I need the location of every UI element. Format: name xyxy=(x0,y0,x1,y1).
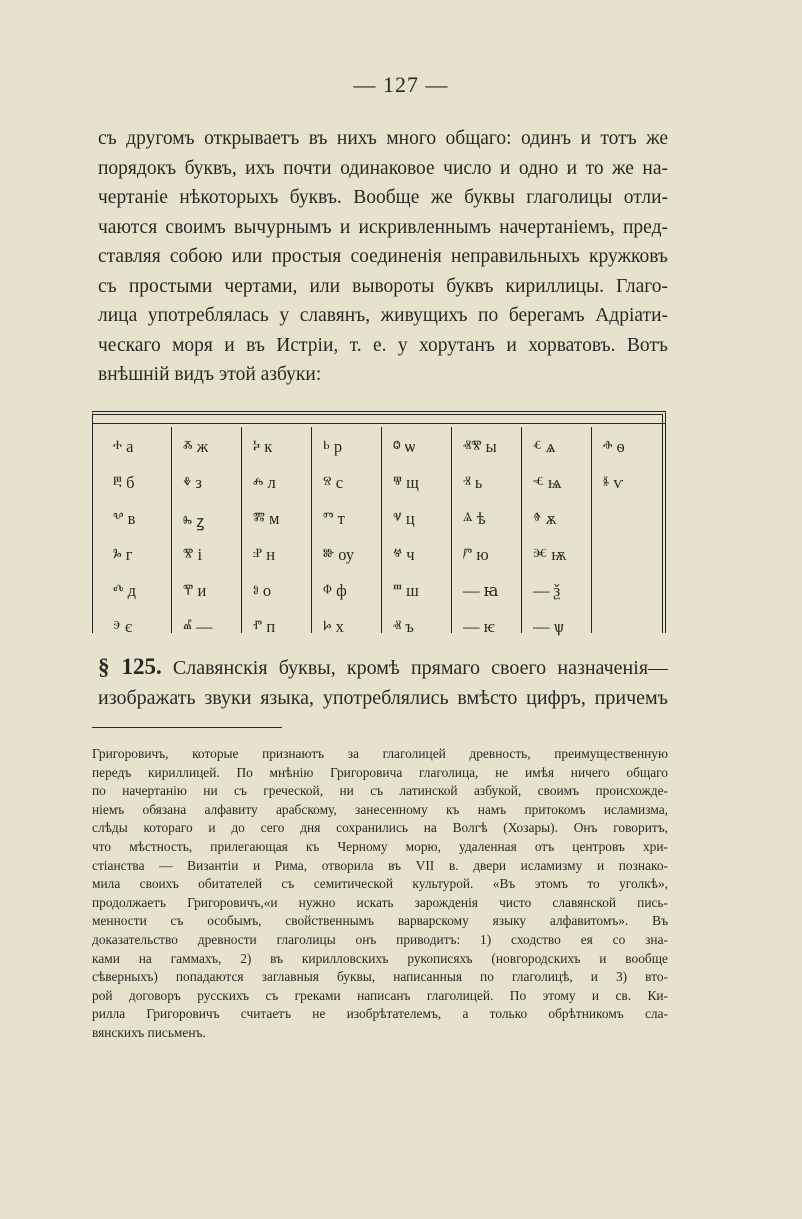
body-line: съ другомъ открываетъ въ нихъ много общаго: одинъ и тотъ же xyxy=(98,128,668,149)
alphabet-cell: ⰽ к xyxy=(253,437,273,456)
alphabet-cell: ⱈ х xyxy=(323,617,344,636)
footnote-line: ками на гаммахъ, 2) въ кирилловскихъ рукописяхъ (новгородскихъ и вообще xyxy=(92,950,668,966)
alphabet-cell: ⱄ с xyxy=(323,473,344,492)
alphabet-cell: ⱔ ѧ xyxy=(533,437,556,456)
body-line: ческаго моря и въ Истріи, т. е. у хорутанъ и хорватовъ. Вотъ xyxy=(98,334,668,356)
alphabet-cell: ⱚ ѳ xyxy=(603,437,625,456)
alphabet-cell: ⱇ ф xyxy=(323,581,347,600)
column-divider xyxy=(311,427,312,633)
alphabet-cell: — ꙗ xyxy=(463,581,499,600)
alphabet-cell: ⱐ ь xyxy=(463,473,483,492)
body-line: съ простыми чертами, или вывороты буквъ кириллицы. Глаго- xyxy=(98,275,668,297)
body-paragraph xyxy=(98,124,668,390)
footnote-line: вянскихъ письменъ. xyxy=(92,1024,206,1040)
alphabet-cell: — ѯ xyxy=(533,581,561,600)
body-line: ставляя собою или простыя соединенія неправильныхъ кружковъ xyxy=(98,246,668,267)
body-line: чаются своимъ вычурнымъ и искривленнымъ начертаніемъ, пред- xyxy=(98,216,668,238)
column-divider xyxy=(381,427,382,633)
footnote-divider xyxy=(92,727,282,728)
alphabet-cell: ⰶ ж xyxy=(183,437,209,456)
footnote-line: рилла Григоровичъ считаетъ не изобрѣтателемъ, а только обрѣтникомъ сла- xyxy=(92,1006,668,1022)
footnote-line: ніемъ обязана алфавиту арабскому, занесенному къ намъ притокомъ исламизма, xyxy=(92,801,668,817)
page-number: — 127 — xyxy=(353,72,449,97)
alphabet-cell: ⱆ оу xyxy=(323,545,355,564)
alphabet-cell: ⱛ ѵ xyxy=(603,473,624,492)
alphabet-cell: — ѱ xyxy=(533,617,564,636)
footnote-line: рой договоръ русскихъ съ греками написанъ глаголицей. По этому и св. Ки- xyxy=(92,987,668,1003)
column-divider xyxy=(591,427,592,633)
body-line: чертаніе нѣкоторыхъ буквъ. Вообще же буквы глаголицы отли- xyxy=(98,187,668,208)
body-line: лица употреблялась у славянъ, живущихъ по берегамъ Адріати- xyxy=(98,305,668,326)
section-number: § 125. xyxy=(98,654,162,679)
alphabet-cell: ⰼ — xyxy=(183,617,213,636)
alphabet-cell: ⰾ л xyxy=(253,473,276,492)
alphabet-cell: ⱕ ѩ xyxy=(533,473,562,492)
alphabet-cell: ⱎ ш xyxy=(393,581,419,600)
footnote-line: доказательство древности глаголицы онъ приводитъ: 1) сходство ея со зна- xyxy=(92,931,668,947)
alphabet-cell: ⱏ ъ xyxy=(393,617,414,636)
column-divider xyxy=(171,427,172,633)
footnote-line: менности съ особымъ, свойственнымъ варварскому языку алфавитомъ». Въ xyxy=(92,913,668,929)
footnote-line: по начертанію ни съ греческой, ни съ латинской азбукой, своимъ происхожде- xyxy=(92,783,668,799)
alphabet-cell: ⰱ б xyxy=(113,473,135,492)
alphabet-cell: ⱑ ѣ xyxy=(463,509,486,528)
alphabet-cell: ⰲ в xyxy=(113,509,136,528)
alphabet-columns xyxy=(93,427,662,636)
alphabet-cell: ⱍ ч xyxy=(393,545,415,564)
alphabet-cell: ⰳ г xyxy=(113,545,133,564)
column-divider xyxy=(451,427,452,633)
alphabet-cell: ⰷ з xyxy=(183,473,202,492)
body-line: внѣшній видъ этой азбуки: xyxy=(98,364,322,385)
alphabet-cell: ⱉ ѡ xyxy=(393,437,416,456)
alphabet-cell: ⰰ а xyxy=(113,437,134,456)
section-paragraph xyxy=(98,652,668,713)
alphabet-cell: ⰹ и xyxy=(183,581,207,600)
footnote-line: слѣды котораго и до сего дня сохранились на Волгѣ (Хозары). Онъ говоритъ, xyxy=(92,820,668,836)
alphabet-cell: ⰴ д xyxy=(113,581,137,600)
footnote-line: стіанства — Византіи и Рима, отворила въ VII в. двери исламизму и познако- xyxy=(92,857,668,873)
alphabet-cell: ⰸ ꙁ xyxy=(183,512,204,531)
alphabet-cell: ⱋ щ xyxy=(393,473,419,492)
footnote-line: сѣверныхъ) попадаются заглавныя буквы, написанныя по глаголицѣ, и 3) вто- xyxy=(92,969,668,985)
alphabet-cell: ⱃ р xyxy=(323,437,343,456)
alphabet-cell: ⰿ м xyxy=(253,509,280,528)
section-line: изображать звуки языка, употреблялись вмѣсто цифръ, причемъ xyxy=(98,687,668,709)
column-divider xyxy=(241,427,242,633)
section-line: Славянскія буквы, кромѣ прямаго своего назначенія— xyxy=(172,657,669,679)
footnote xyxy=(92,745,668,1043)
footnote-line: Григоровичъ, которые признаютъ за глаголицей древность, преимущественную xyxy=(92,746,668,761)
alphabet-cell: ⱓ ю xyxy=(463,545,489,564)
alphabet-cell: ⰺ і xyxy=(183,545,203,564)
alphabet-cell: ⱂ п xyxy=(253,617,276,636)
alphabet-cell: ⱀ н xyxy=(253,545,276,564)
glagolitic-alphabet-table xyxy=(92,411,666,636)
footnote-line: передъ кириллицей. По мнѣнію Григоровича глаголица, не имѣя ничего общаго xyxy=(92,764,668,780)
alphabet-cell: ⱖ ѫ xyxy=(533,509,557,528)
alphabet-cell: ⱗ ѭ xyxy=(533,545,567,564)
alphabet-cell: ⱏⰺ ы xyxy=(463,437,497,456)
column-divider xyxy=(521,427,522,633)
footnote-line: что мѣстность, прилегающая къ Черному морю, удаленная отъ центровъ хри- xyxy=(92,838,668,854)
alphabet-cell: ⱌ ц xyxy=(393,509,415,528)
body-line: порядокъ буквъ, ихъ почти одинаковое число и одно и то же на- xyxy=(98,157,668,179)
footnote-line: мила своихъ обитателей съ семитической культурой. «Въ этомъ то уголкѣ», xyxy=(92,876,668,892)
alphabet-cell: ⰵ є xyxy=(113,617,133,636)
alphabet-cell: ⱁ о xyxy=(253,581,272,600)
footnote-line: продолжаетъ Григоровичъ,«и нужно искать зарожденія чисто славянской пись- xyxy=(92,894,668,910)
alphabet-cell: ⱅ т xyxy=(323,509,345,528)
alphabet-cell: — ѥ xyxy=(463,617,495,636)
